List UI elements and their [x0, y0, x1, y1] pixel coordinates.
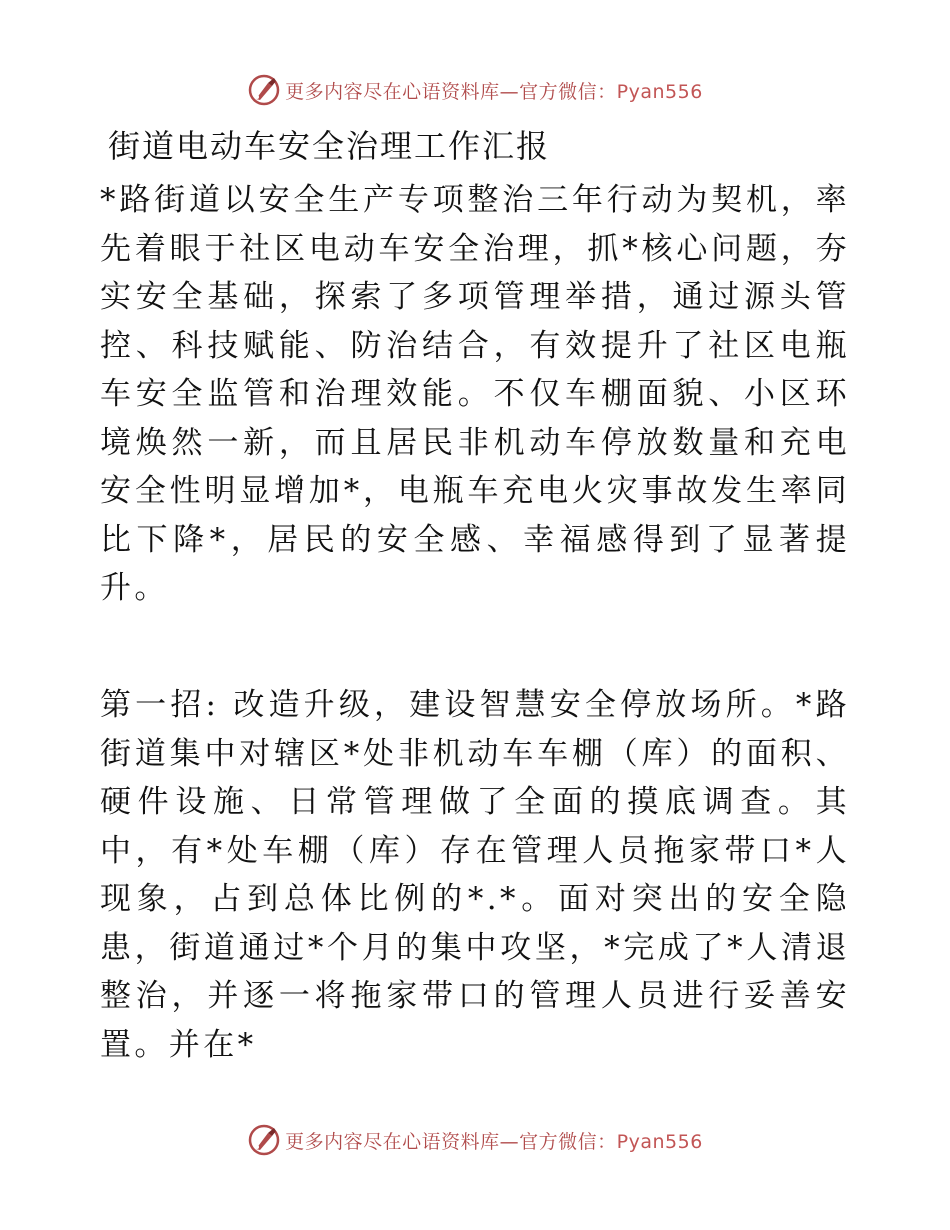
quill-pen-in-circle-icon — [247, 1123, 281, 1157]
paragraph-intro: *路街道以安全生产专项整治三年行动为契机，率先着眼于社区电动车安全治理，抓*核心问题，夯实安全基础，探索了多项管理举措，通过源头管控、科技赋能、防治结合，有效提升了社区电瓶车安全监管和治理效能。不仅车棚面貌、小区环境焕然一新，而且居民非机动车停放数量和充电安全性明显增加*，电瓶车充电火灾事故发生率同比下降*，居民的安全感、幸福感得到了显著提升。 — [100, 182, 850, 606]
paragraph-first-measure: 第一招: 改造升级，建设智慧安全停放场所。*路街道集中对辖区*处非机动车车棚（库）的面积、硬件设施、日常管理做了全面的摸底调查。其中，有*处车棚（库）存在管理人员拖家带口*人现象，占到总体比例的*.*。面对突出的安全隐患，街道通过*个月的集中攻坚，*完成了*人清退整治，并逐一将拖家带口的管理人员进行妥善安置。并在* — [100, 687, 850, 1063]
header-banner — [0, 70, 950, 110]
banner-text — [285, 77, 703, 104]
banner-slogan: 更多内容尽在心语资料库—官方微信： — [285, 1130, 617, 1153]
banner-text — [285, 1127, 703, 1154]
banner-slogan: 更多内容尽在心语资料库—官方微信： — [285, 80, 617, 103]
wechat-id: Pyan556 — [616, 80, 703, 103]
document-title: 街道电动车安全治理工作汇报 — [108, 127, 551, 165]
wechat-id: Pyan556 — [616, 1130, 703, 1153]
quill-pen-in-circle-icon — [247, 73, 281, 107]
footer-banner — [0, 1120, 950, 1160]
